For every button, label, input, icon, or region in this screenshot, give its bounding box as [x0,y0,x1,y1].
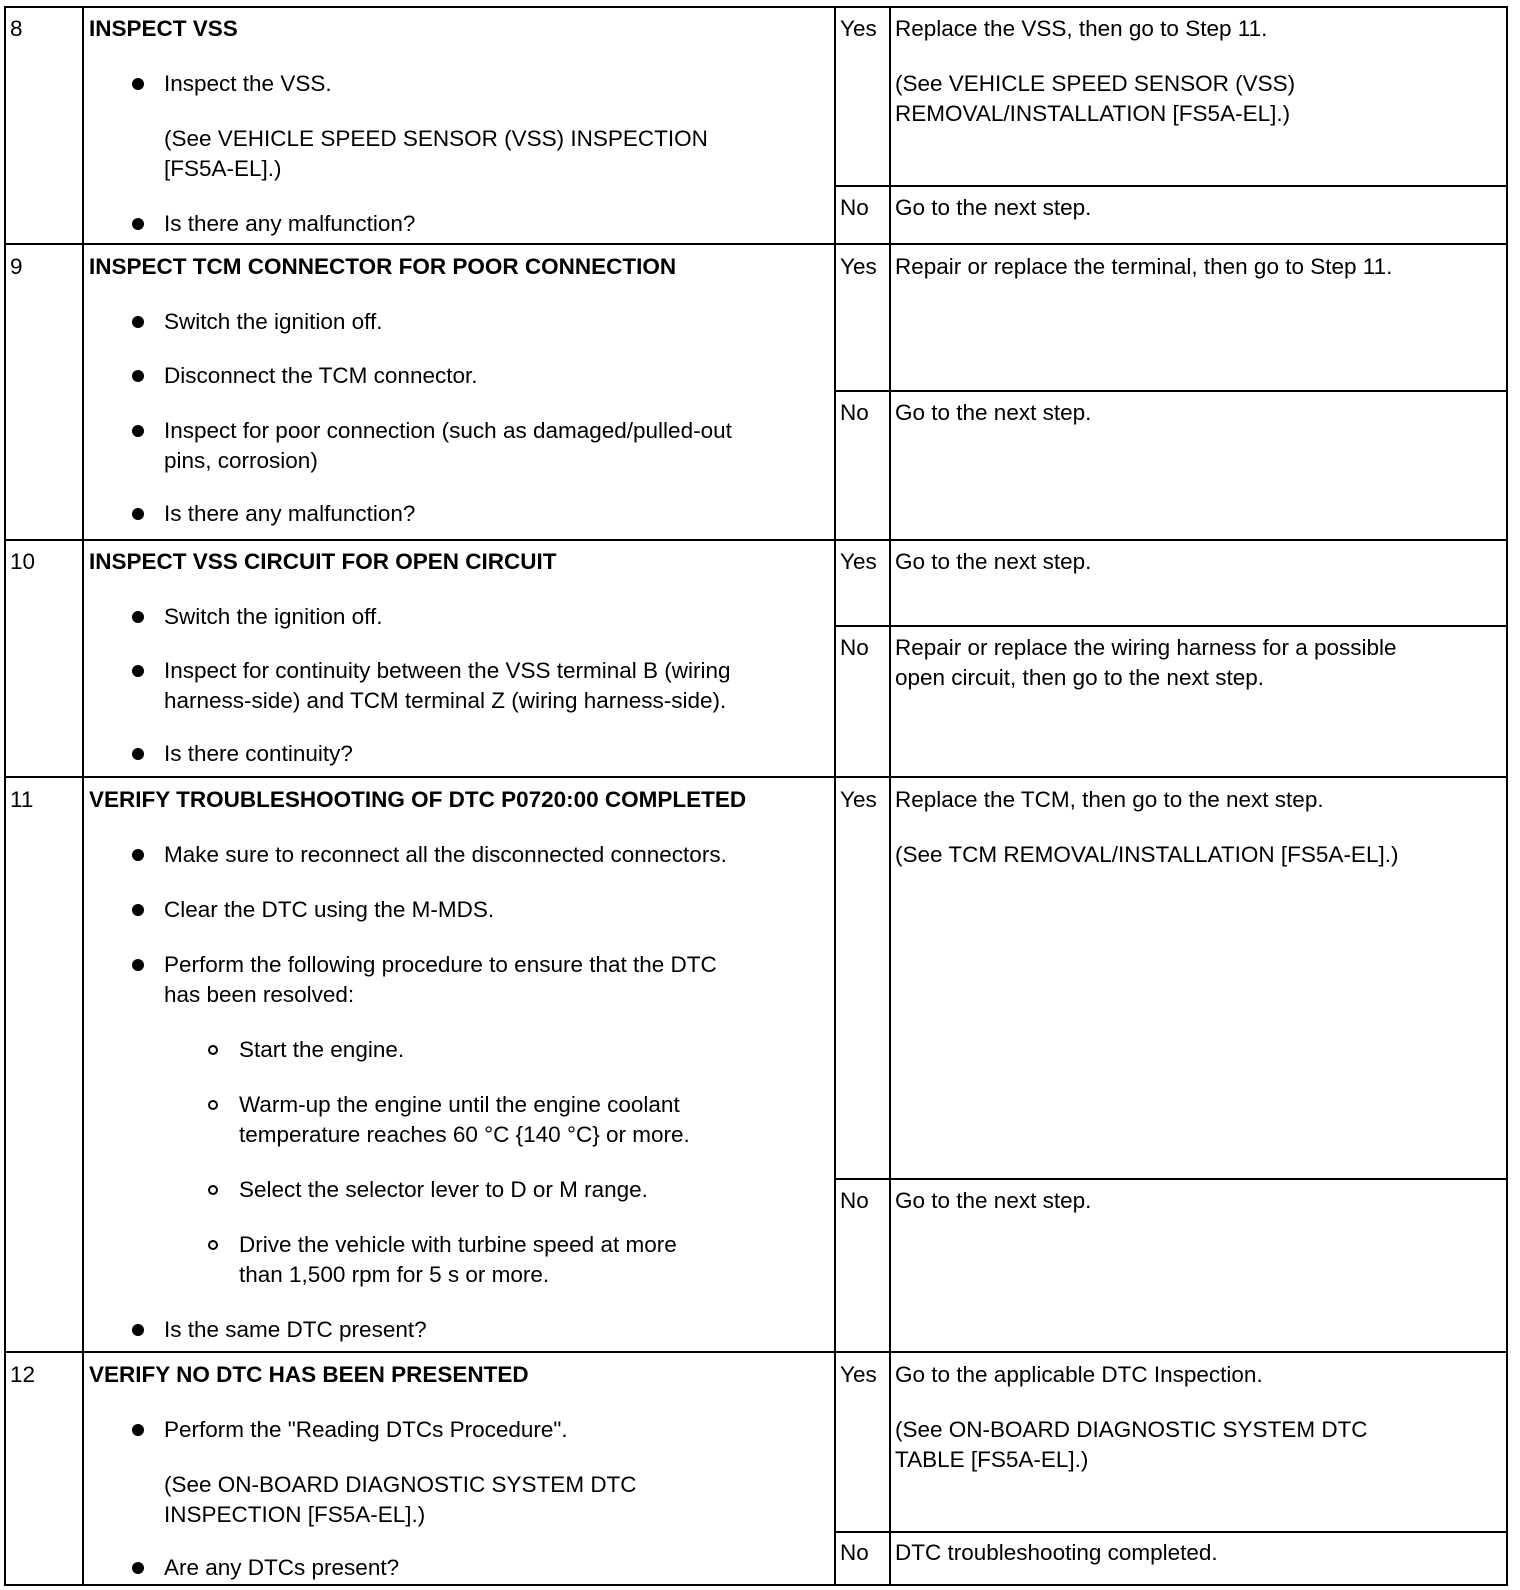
yes-action: (See VEHICLE SPEED SENSOR (VSS) [895,71,1296,96]
bullet-icon [132,665,144,677]
no-action: Go to the next step. [895,195,1092,220]
bullet-icon [132,1424,144,1436]
yes-action: (See ON-BOARD DIAGNOSTIC SYSTEM DTC [895,1417,1368,1442]
step-item: has been resolved: [164,982,355,1007]
yes-no-divider [834,625,1508,627]
step-item: Perform the following procedure to ensure that the DTC [164,952,717,977]
step-item: (See ON-BOARD DIAGNOSTIC SYSTEM DTC [164,1472,637,1497]
step-item: Make sure to reconnect all the disconnected connectors. [164,842,727,867]
bullet-icon [132,611,144,623]
bullet-icon [132,508,144,520]
yes-label: Yes [840,254,877,279]
step-item: harness-side) and TCM terminal Z (wiring harness-side). [164,688,727,713]
bullet-icon [132,748,144,760]
step-item: Inspect for poor connection (such as damaged/pulled-out [164,418,732,443]
step-number: 12 [10,1362,36,1387]
bullet-icon [132,78,144,90]
step-sub-item: Select the selector lever to D or M range. [239,1177,648,1202]
no-action: Go to the next step. [895,400,1092,425]
step-item: Switch the ignition off. [164,604,383,629]
yes-label: Yes [840,787,877,812]
sub-bullet-icon [208,1240,218,1250]
row-divider [4,539,1508,541]
step-item: [FS5A-EL].) [164,156,282,181]
yes-label: Yes [840,16,877,41]
yes-action: Replace the VSS, then go to Step 11. [895,16,1268,41]
no-label: No [840,1540,869,1565]
yes-action: TABLE [FS5A-EL].) [895,1447,1089,1472]
yes-action: Go to the next step. [895,549,1092,574]
row-divider [4,1351,1508,1353]
step-sub-item: than 1,500 rpm for 5 s or more. [239,1262,550,1287]
bullet-icon [132,904,144,916]
yes-action: Repair or replace the terminal, then go to Step 11. [895,254,1393,279]
bullet-icon [132,218,144,230]
step-item: Is there any malfunction? [164,501,416,526]
step-number: 8 [10,16,23,41]
yes-action: Go to the applicable DTC Inspection. [895,1362,1263,1387]
step-number: 9 [10,254,23,279]
step-item: (See VEHICLE SPEED SENSOR (VSS) INSPECTION [164,126,708,151]
step-title: INSPECT TCM CONNECTOR FOR POOR CONNECTION [89,254,677,279]
bullet-icon [132,316,144,328]
step-title: INSPECT VSS [89,16,238,41]
no-action: Repair or replace the wiring harness for a possible [895,635,1397,660]
yes-action: Replace the TCM, then go to the next step. [895,787,1324,812]
yes-no-divider [834,390,1508,392]
yes-label: Yes [840,549,877,574]
yes-no-divider [834,185,1508,187]
step-item: pins, corrosion) [164,448,318,473]
bullet-icon [132,959,144,971]
step-item: Inspect the VSS. [164,71,332,96]
step-sub-item: Drive the vehicle with turbine speed at more [239,1232,677,1257]
step-item: Perform the "Reading DTCs Procedure". [164,1417,568,1442]
no-action: open circuit, then go to the next step. [895,665,1264,690]
bullet-icon [132,1562,144,1574]
no-action: DTC troubleshooting completed. [895,1540,1218,1565]
step-item: INSPECTION [FS5A-EL].) [164,1502,426,1527]
no-action: Go to the next step. [895,1188,1092,1213]
step-item: Disconnect the TCM connector. [164,363,478,388]
step-item: Is there continuity? [164,741,353,766]
bullet-icon [132,425,144,437]
sub-bullet-icon [208,1100,218,1110]
no-label: No [840,400,869,425]
step-item: Are any DTCs present? [164,1555,400,1580]
step-title: INSPECT VSS CIRCUIT FOR OPEN CIRCUIT [89,549,557,574]
no-label: No [840,195,869,220]
step-item: Switch the ignition off. [164,309,383,334]
step-sub-item: Start the engine. [239,1037,405,1062]
step-number: 10 [10,549,36,574]
row-divider [4,243,1508,245]
step-sub-item: Warm-up the engine until the engine coolant [239,1092,680,1117]
step-item: Clear the DTC using the M-MDS. [164,897,495,922]
bullet-icon [132,370,144,382]
yes-no-divider [834,1531,1508,1533]
bullet-icon [132,849,144,861]
yes-label: Yes [840,1362,877,1387]
step-title: VERIFY TROUBLESHOOTING OF DTC P0720:00 COMPLETED [89,787,747,812]
no-label: No [840,1188,869,1213]
step-sub-item: temperature reaches 60 °C {140 °C} or more. [239,1122,690,1147]
yes-no-divider [834,1178,1508,1180]
step-title: VERIFY NO DTC HAS BEEN PRESENTED [89,1362,529,1387]
step-item: Is the same DTC present? [164,1317,427,1342]
step-number: 11 [10,787,34,812]
sub-bullet-icon [208,1045,218,1055]
bullet-icon [132,1324,144,1336]
no-label: No [840,635,869,660]
sub-bullet-icon [208,1185,218,1195]
yes-action: (See TCM REMOVAL/INSTALLATION [FS5A-EL].) [895,842,1399,867]
step-item: Is there any malfunction? [164,211,416,236]
step-item: Inspect for continuity between the VSS terminal B (wiring [164,658,731,683]
yes-action: REMOVAL/INSTALLATION [FS5A-EL].) [895,101,1291,126]
row-divider [4,776,1508,778]
